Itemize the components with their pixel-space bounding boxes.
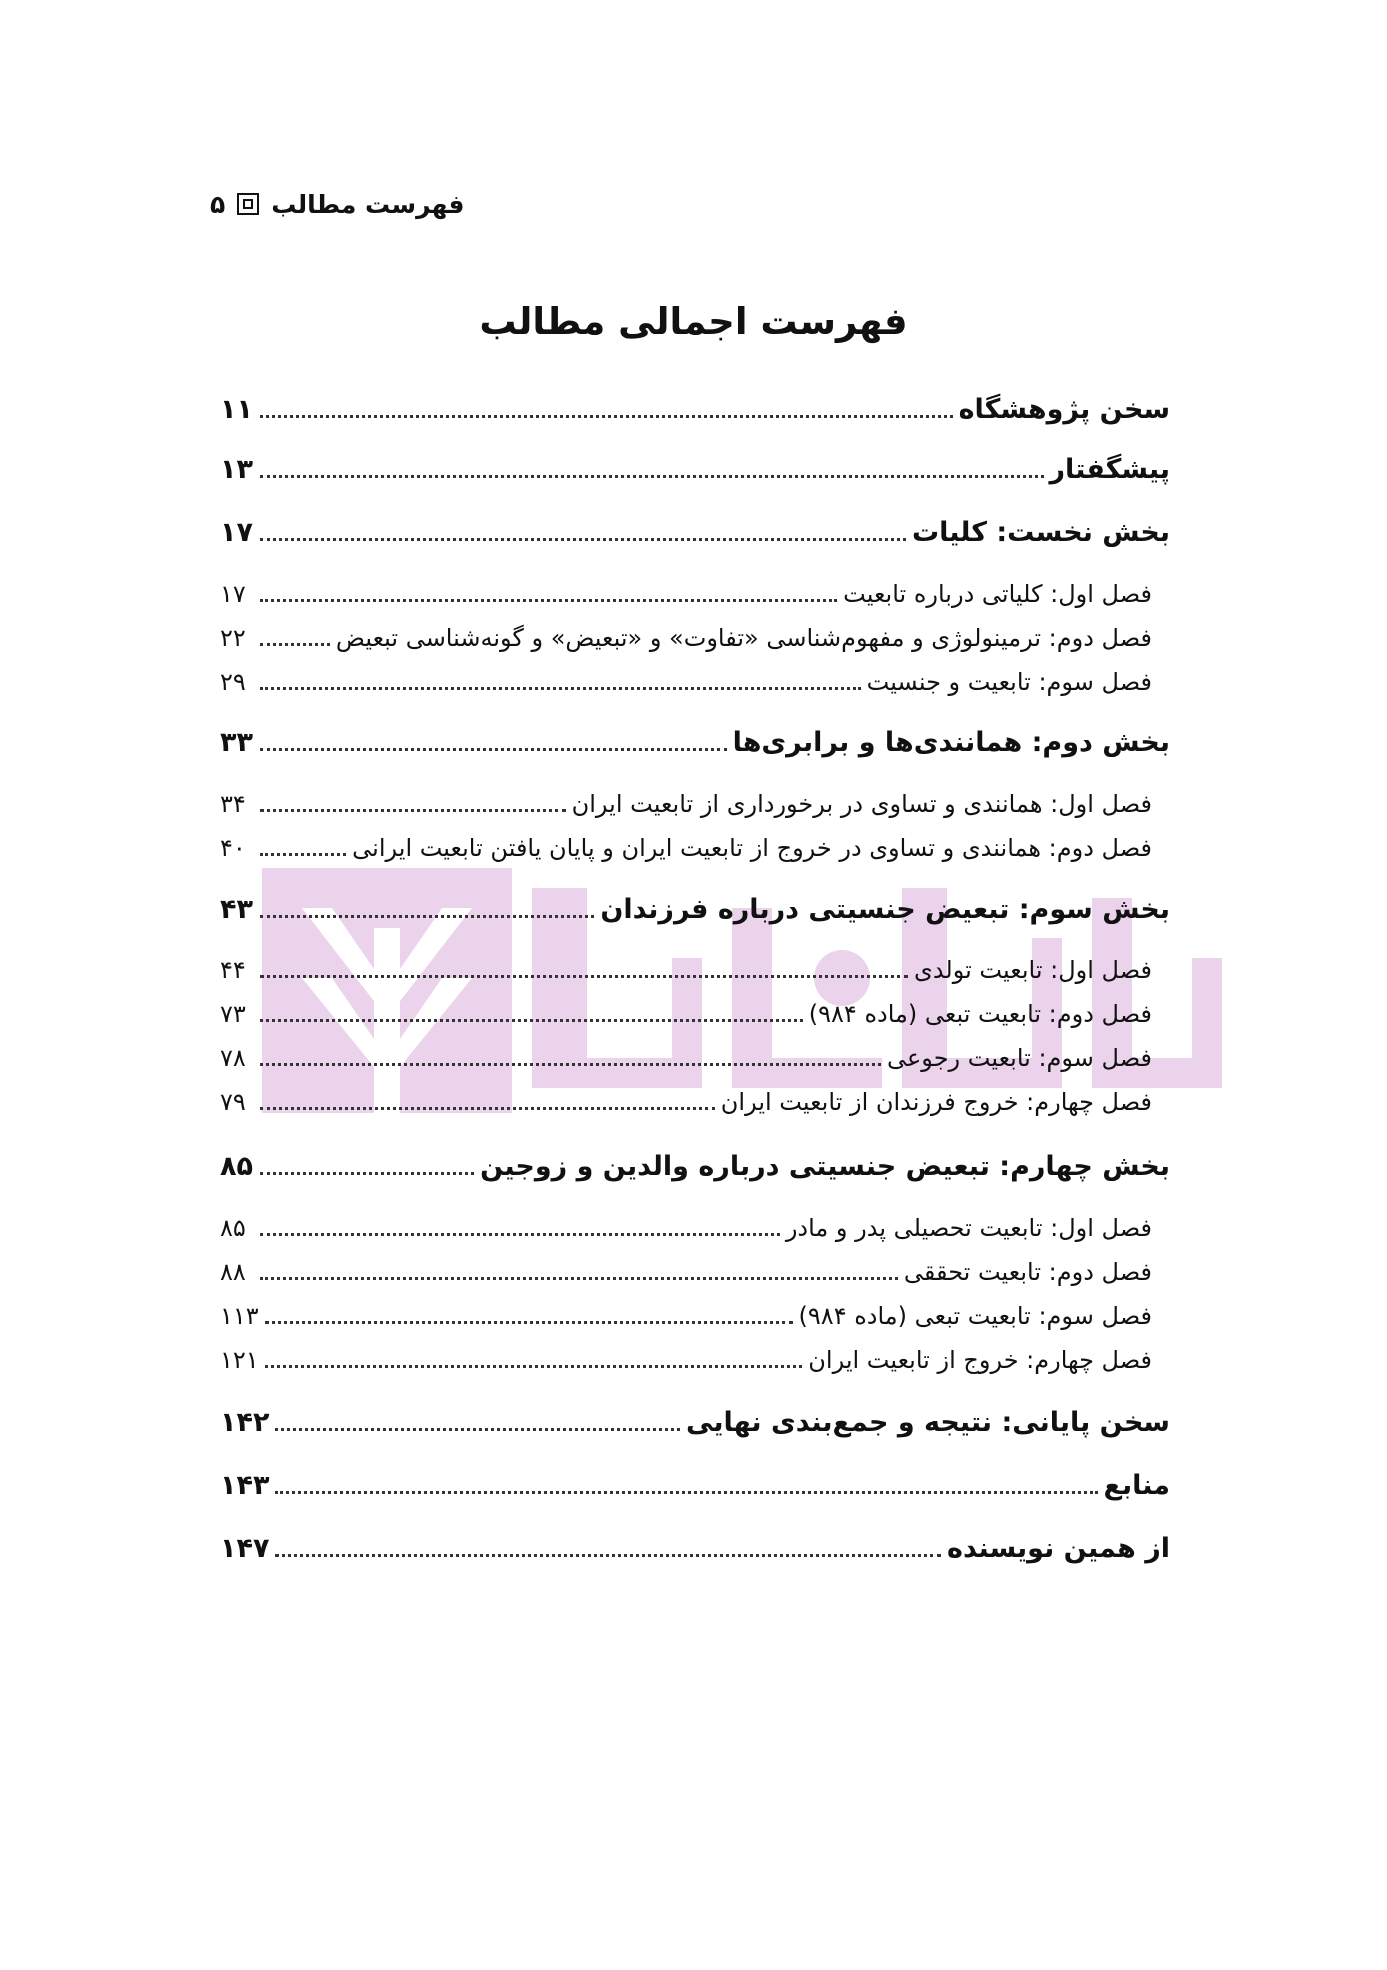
- dot-leader: [265, 1321, 793, 1324]
- toc-entry-page: ۷۹: [220, 1088, 246, 1116]
- dot-leader: [260, 1233, 780, 1236]
- toc-entry-title: پیشگفتار: [1049, 454, 1170, 485]
- toc-entry-page: ۳۴: [220, 790, 246, 818]
- toc-entry-page: ۴۰: [220, 834, 246, 862]
- toc-entry-title: فصل سوم: تابعیت رجوعی: [886, 1044, 1152, 1072]
- dot-leader: [260, 1277, 898, 1280]
- toc-entry-title: از همین نویسنده: [947, 1533, 1170, 1564]
- toc-entry-title: فصل سوم: تابعیت و جنسیت: [866, 668, 1152, 696]
- toc-entry[interactable]: [220, 834, 1170, 878]
- toc-entry-page: ۸۵: [220, 1214, 246, 1242]
- toc-entry-page: ۳۳: [220, 727, 253, 758]
- dot-leader: [260, 1107, 715, 1110]
- toc-entry[interactable]: [220, 1258, 1170, 1302]
- toc-entry[interactable]: [220, 454, 1170, 498]
- toc-entry[interactable]: [220, 1000, 1170, 1044]
- toc-entry-page: ۱۴۲: [220, 1407, 270, 1438]
- dot-leader: [260, 853, 346, 856]
- toc-entry[interactable]: [220, 894, 1170, 938]
- toc-entry-title: سخن پژوهشگاه: [958, 394, 1170, 425]
- toc-entry[interactable]: [220, 790, 1170, 834]
- dot-leader: [260, 538, 906, 541]
- dot-leader: [265, 1365, 803, 1368]
- toc-entry-page: ۱۱۳: [220, 1302, 259, 1330]
- toc-entry-title: منابع: [1103, 1470, 1170, 1501]
- dot-leader: [260, 1172, 474, 1175]
- toc-entry-page: ۷۳: [220, 1000, 246, 1028]
- toc-entry-title: فصل دوم: همانندی و تساوی در خروج از تابعیت ایران و پایان یافتن تابعیت ایرانی: [352, 834, 1152, 862]
- toc-entry-title: فصل اول: تابعیت تحصیلی پدر و مادر: [785, 1214, 1152, 1242]
- toc-entry-page: ۱۳: [220, 454, 253, 485]
- toc-entry[interactable]: [220, 727, 1170, 771]
- toc-entry[interactable]: [220, 517, 1170, 561]
- toc-entry-title: فصل دوم: تابعیت تحققی: [903, 1258, 1152, 1286]
- toc-entry-title: بخش سوم: تبعیض جنسیتی درباره فرزندان: [600, 894, 1170, 925]
- toc-entry-title: بخش دوم: همانندی‌ها و برابری‌ها: [732, 727, 1170, 758]
- dot-leader: [275, 1491, 1097, 1494]
- toc-entry-title: سخن پایانی: نتیجه و جمع‌بندی نهایی: [686, 1407, 1170, 1438]
- dot-leader: [260, 475, 1044, 478]
- dot-leader: [260, 687, 861, 690]
- running-header-title: فهرست مطالب: [271, 189, 465, 219]
- toc-entry-page: ۴۳: [220, 894, 253, 925]
- toc-entry[interactable]: [220, 624, 1170, 668]
- toc-entry[interactable]: [220, 1088, 1170, 1132]
- dot-leader: [260, 415, 953, 418]
- toc-entry-page: ۱۴۳: [220, 1470, 270, 1501]
- toc-entry-title: فصل اول: همانندی و تساوی در برخورداری از تابعیت ایران: [571, 790, 1152, 818]
- toc-entry-title: فصل چهارم: خروج از تابعیت ایران: [808, 1346, 1152, 1374]
- dot-leader: [275, 1428, 680, 1431]
- toc-entry[interactable]: [220, 1346, 1170, 1390]
- toc-entry[interactable]: [220, 1044, 1170, 1088]
- toc-entry[interactable]: [220, 1302, 1170, 1346]
- toc-entry-page: ۸۸: [220, 1258, 246, 1286]
- toc-entry-title: بخش نخست: کلیات: [911, 517, 1170, 548]
- toc-entry[interactable]: [220, 394, 1170, 438]
- toc-entry-page: ۱۷: [220, 580, 246, 608]
- toc-entry[interactable]: [220, 580, 1170, 624]
- dot-leader: [260, 809, 566, 812]
- toc-entry-page: ۱۱: [220, 394, 253, 425]
- toc-entry-title: فصل اول: کلیاتی درباره تابعیت: [843, 580, 1152, 608]
- page-number: ۵: [210, 189, 226, 219]
- page-title: فهرست اجمالی مطالب: [479, 300, 908, 343]
- book-icon: [237, 193, 259, 215]
- dot-leader: [260, 915, 594, 918]
- toc-entry[interactable]: [220, 1214, 1170, 1258]
- dot-leader: [260, 748, 727, 751]
- toc-entry-title: فصل چهارم: خروج فرزندان از تابعیت ایران: [720, 1088, 1152, 1116]
- toc-entry[interactable]: [220, 956, 1170, 1000]
- dot-leader: [260, 599, 837, 602]
- toc-entry-title: فصل دوم: ترمینولوژی و مفهوم‌شناسی «تفاوت» و «تبعیض» و گونه‌شناسی تبعیض: [335, 624, 1152, 652]
- toc-entry-title: فصل سوم: تابعیت تبعی (ماده ۹۸۴): [798, 1302, 1152, 1330]
- toc-entry-page: ۲۲: [220, 624, 246, 652]
- toc-entry-page: ۷۸: [220, 1044, 246, 1072]
- toc-entry-page: ۲۹: [220, 668, 246, 696]
- toc-entry[interactable]: [220, 1533, 1170, 1577]
- dot-leader: [275, 1554, 941, 1557]
- toc-entry-page: ۱۴۷: [220, 1533, 270, 1564]
- toc-entry-title: فصل اول: تابعیت تولدی: [914, 956, 1152, 984]
- dot-leader: [260, 643, 330, 646]
- toc-entry-title: فصل دوم: تابعیت تبعی (ماده ۹۸۴): [808, 1000, 1152, 1028]
- toc-entry-page: ۸۵: [220, 1151, 253, 1182]
- toc-entry-page: ۱۲۱: [220, 1346, 259, 1374]
- dot-leader: [260, 1063, 881, 1066]
- dot-leader: [260, 975, 908, 978]
- toc-entry-page: ۴۴: [220, 956, 246, 984]
- toc-entry[interactable]: [220, 668, 1170, 712]
- running-header: [210, 186, 465, 222]
- toc-entry[interactable]: [220, 1407, 1170, 1451]
- toc-entry-page: ۱۷: [220, 517, 253, 548]
- dot-leader: [260, 1019, 803, 1022]
- toc-entry-title: بخش چهارم: تبعیض جنسیتی درباره والدین و زوجین: [480, 1151, 1170, 1182]
- toc-entry[interactable]: [220, 1470, 1170, 1514]
- toc-entry[interactable]: [220, 1151, 1170, 1195]
